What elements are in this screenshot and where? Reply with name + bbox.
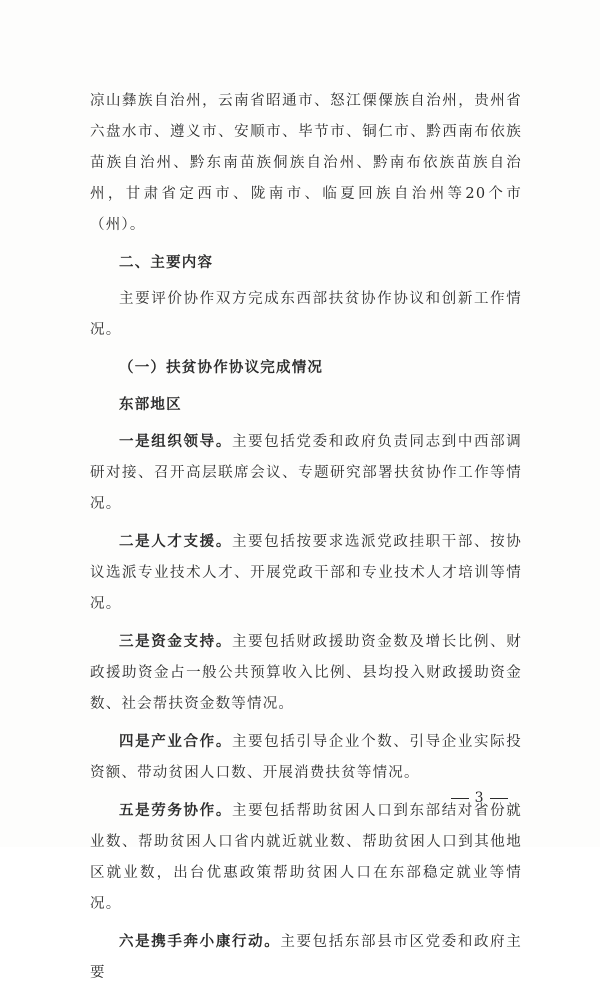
item-lead: 一是组织领导。 [119, 433, 232, 450]
page-number-left-dash [451, 798, 469, 799]
region-heading: 东部地区 [119, 396, 182, 413]
item-industry [90, 726, 522, 789]
item-body: 主要包括帮助贫困人口到东部结对省份就业数、帮助贫困人口省内就近就业数、帮助贫困人口到其他地区就业数，出台优惠政策帮助贫困人口在东部稳定就业等情况。 [90, 803, 522, 912]
subsection-heading: （一）扶贫协作协议完成情况 [119, 359, 324, 376]
document-body [90, 86, 522, 989]
item-lead: 五是劳务协作。 [119, 802, 232, 819]
item-lead: 三是资金支持。 [119, 633, 232, 650]
item-body: 主要包括引导企业个数、引导企业实际投资额、带动贫困人口数、开展消费扶贫等情况。 [90, 734, 522, 781]
item-xiaokang [90, 926, 522, 989]
item-body: 主要包括东部县市区党委和政府主要 [90, 934, 522, 981]
item-talent [90, 526, 522, 620]
item-funding [90, 626, 522, 720]
item-body: 主要包括按要求选派党政挂职干部、按协议选派专业技术人才、开展党政干部和专业技术人才培训等情况。 [90, 534, 522, 612]
item-lead: 六是携手奔小康行动。 [119, 933, 281, 950]
item-organization [90, 426, 522, 520]
page-number-value: 3 [474, 790, 485, 806]
page-number-right-dash [490, 798, 508, 799]
item-body: 主要包括党委和政府负责同志到中西部调研对接、召开高层联席会议、专题研究部署扶贫协作工作等情况。 [90, 434, 522, 512]
item-lead: 四是产业合作。 [119, 733, 232, 750]
item-lead: 二是人才支援。 [119, 533, 232, 550]
page-number [451, 790, 508, 806]
item-body: 主要包括财政援助资金数及增长比例、财政援助资金占一般公共预算收入比例、县均投入财政援助资金数、社会帮扶资金数等情况。 [90, 634, 522, 712]
section-heading: 二、主要内容 [119, 254, 214, 271]
section-intro: 主要评价协作双方完成东西部扶贫协作协议和创新工作情况。 [90, 291, 522, 338]
item-labor [90, 795, 522, 920]
intro-paragraph: 凉山彝族自治州，云南省昭通市、怒江傈僳族自治州，贵州省六盘水市、遵义市、安顺市、毕节市、铜仁市、黔西南布依族苗族自治州、黔东南苗族侗族自治州、黔南布依族苗族自治州，甘肃省定西市、陇南市、临夏回族自治州等20个市（州）。 [90, 93, 522, 233]
